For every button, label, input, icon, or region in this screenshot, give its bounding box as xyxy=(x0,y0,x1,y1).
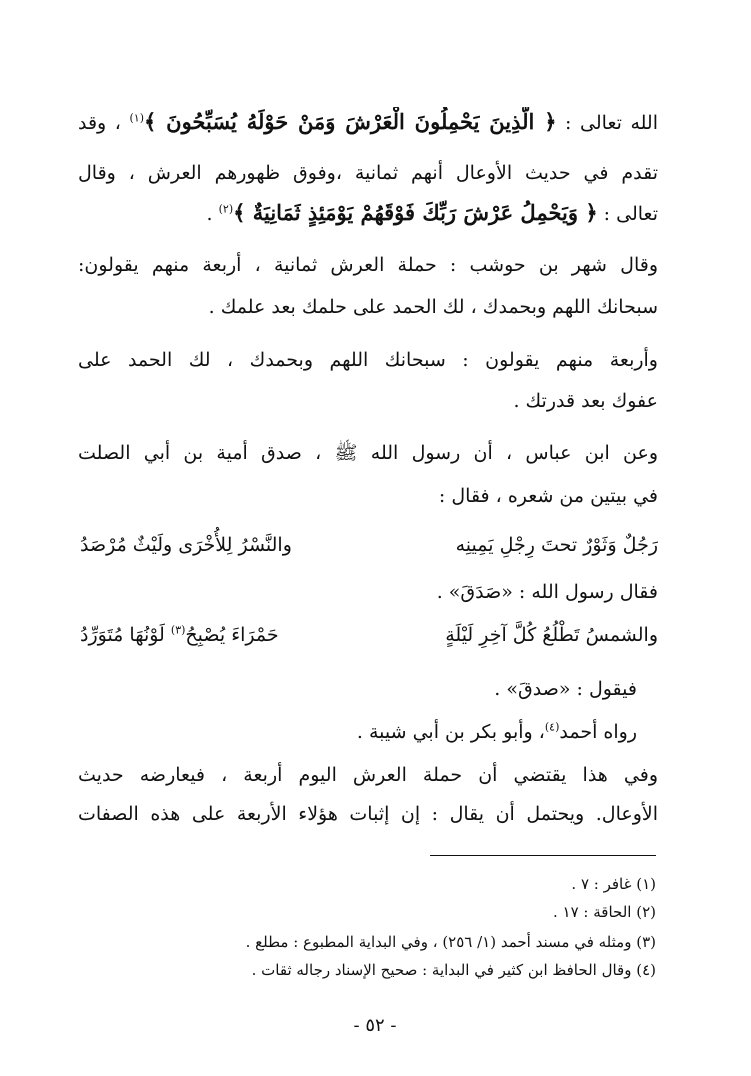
text-line: سبحانك اللهم وبحمدك ، لك الحمد على حلمك بعد علمك . xyxy=(208,296,658,318)
text-segment: الله تعالى : xyxy=(556,112,658,134)
text-line xyxy=(77,717,637,747)
footnote-ref: (٣) xyxy=(170,623,186,637)
footnote-ref: (٢) xyxy=(218,202,234,216)
text-segment: . xyxy=(206,203,219,225)
page-number: - ٥٢ - xyxy=(353,1015,397,1036)
text-line: وقال شهر بن حوشب : حملة العرش ثمانية ، أربعة منهم يقولون: xyxy=(78,254,658,276)
verse-hemistich-left xyxy=(80,620,279,650)
footnote-ref: (٤) xyxy=(544,720,560,734)
footnote-ref: (١) xyxy=(129,111,145,125)
quran-verse: ﴿ الَّذِينَ يَحْمِلُونَ الْعَرْشَ وَمَنْ حَوْلَهُ يُسَبِّحُونَ ﴾ xyxy=(144,109,557,134)
text-segment: حَمْرَاءَ يُصْبِحُ xyxy=(185,624,279,646)
text-line xyxy=(78,198,658,229)
text-line: وأربعة منهم يقولون : سبحانك اللهم وبحمدك ، لك الحمد على xyxy=(78,349,658,371)
text-line: وفي هذا يقتضي أن حملة العرش اليوم أربعة ، فيعارضه حديث xyxy=(78,764,658,786)
text-segment: رواه أحمد xyxy=(559,721,637,743)
text-line: وعن ابن عباس ، أن رسول الله ﷺ ، صدق أمية بن أبي الصلت xyxy=(78,442,658,464)
text-segment: لَوْنُهَا مُتَوَرِّدُ xyxy=(80,624,171,646)
text-line xyxy=(78,107,658,138)
text-line: فيقول : «صدقَ» . xyxy=(494,678,637,700)
footnote: (٢) الحاقة : ١٧ . xyxy=(552,903,656,921)
text-line: الأوعال. ويحتمل أن يقال : إن إثبات هؤلاء الأربعة على هذه الصفات xyxy=(78,803,658,825)
footnote: (١) غافر : ٧ . xyxy=(571,875,656,893)
footnote: (٤) وقال الحافظ ابن كثير في البداية : صحيح الإسناد رجاله ثقات . xyxy=(251,961,656,979)
text-segment: تعالى : xyxy=(597,203,658,225)
footnote: (٣) ومثله في مسند أحمد (١/ ٢٥٦) ، وفي البداية المطبوع : مطلع . xyxy=(245,933,656,951)
text-line: فقال رسول الله : «صَدَقَ» . xyxy=(436,581,658,603)
text-line: في بيتين من شعره ، فقال : xyxy=(438,485,658,507)
footnote-separator xyxy=(430,855,656,856)
text-segment: ، وأبو بكر بن أبي شيبة . xyxy=(356,721,545,743)
verse-hemistich-right: والشمسُ تَطْلُعُ كُلَّ آخِرِ لَيْلَةٍ xyxy=(445,624,658,646)
text-segment: ، وقد xyxy=(78,112,130,134)
verse-hemistich-left: والنَّسْرُ لِلأُخْرَى ولَيْثٌ مُرْصَدُ xyxy=(80,534,292,556)
text-line: تقدم في حديث الأوعال أنهم ثمانية ،وفوق ظهورهم العرش ، وقال xyxy=(78,162,658,184)
verse-hemistich-right: رَجُلٌ وَثَوْرٌ تحتَ رِجْلِ يَمِينِه xyxy=(455,534,658,556)
text-line: عفوك بعد قدرتك . xyxy=(513,390,658,412)
quran-verse: ﴿ وَيَحْمِلُ عَرْشَ رَبِّكَ فَوْقَهُمْ يَوْمَئِذٍ ثَمَانِيَةٌ ﴾ xyxy=(233,200,598,225)
